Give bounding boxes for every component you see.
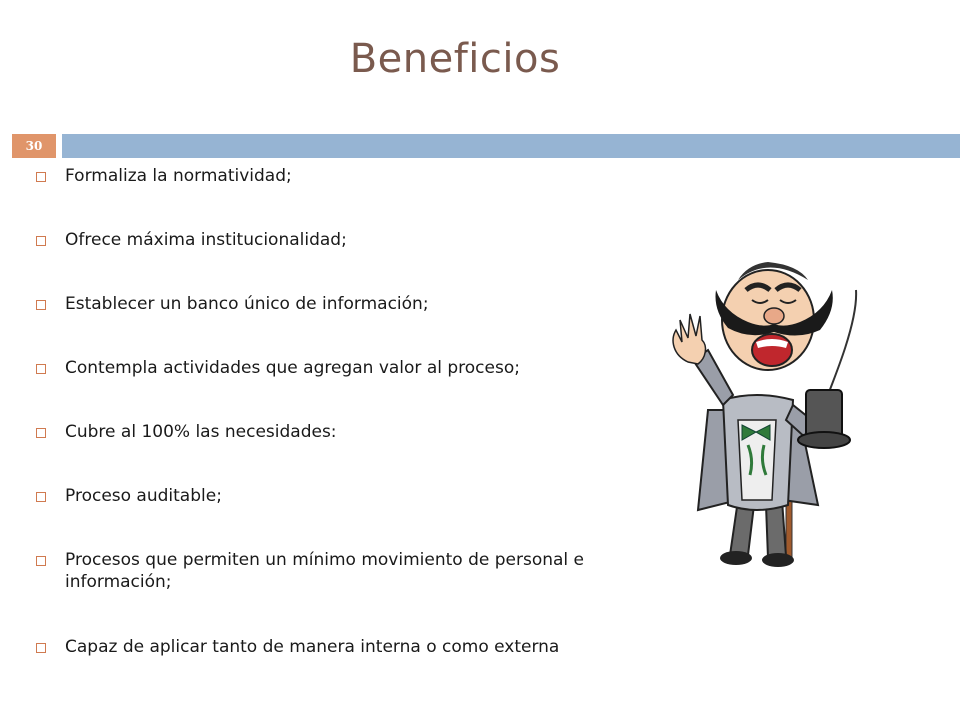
bullet-text: Formaliza la normatividad; (65, 166, 292, 186)
bullet-item (30, 549, 650, 593)
square-bullet-icon (36, 556, 46, 566)
bullet-text: Procesos que permiten un mínimo movimiento de personal e información; (65, 550, 585, 592)
bullet-text: Proceso auditable; (65, 486, 222, 506)
bullet-item (30, 485, 650, 507)
bullet-item (30, 229, 650, 251)
square-bullet-icon (36, 172, 46, 182)
square-bullet-icon (36, 364, 46, 374)
bullet-item (30, 293, 650, 315)
bullet-item (30, 357, 650, 379)
slide-number-badge: 30 (12, 134, 56, 158)
slide-title: Beneficios (349, 36, 561, 82)
bullet-text: Ofrece máxima institucionalidad; (65, 230, 347, 250)
bullet-text: Establecer un banco único de información; (65, 294, 429, 314)
bullet-item (30, 421, 650, 443)
bullet-text: Contempla actividades que agregan valor al proceso; (65, 358, 520, 378)
bullet-text: Cubre al 100% las necesidades: (65, 422, 337, 442)
square-bullet-icon (36, 236, 46, 246)
bullet-item (30, 165, 650, 187)
ringmaster-cartoon-icon (668, 250, 868, 570)
square-bullet-icon (36, 492, 46, 502)
square-bullet-icon (36, 428, 46, 438)
square-bullet-icon (36, 300, 46, 310)
bullet-list (30, 165, 650, 658)
bullet-text: Capaz de aplicar tanto de manera interna o como externa (65, 637, 560, 657)
square-bullet-icon (36, 643, 46, 653)
header-bar (62, 134, 960, 158)
bullet-item (30, 636, 650, 658)
